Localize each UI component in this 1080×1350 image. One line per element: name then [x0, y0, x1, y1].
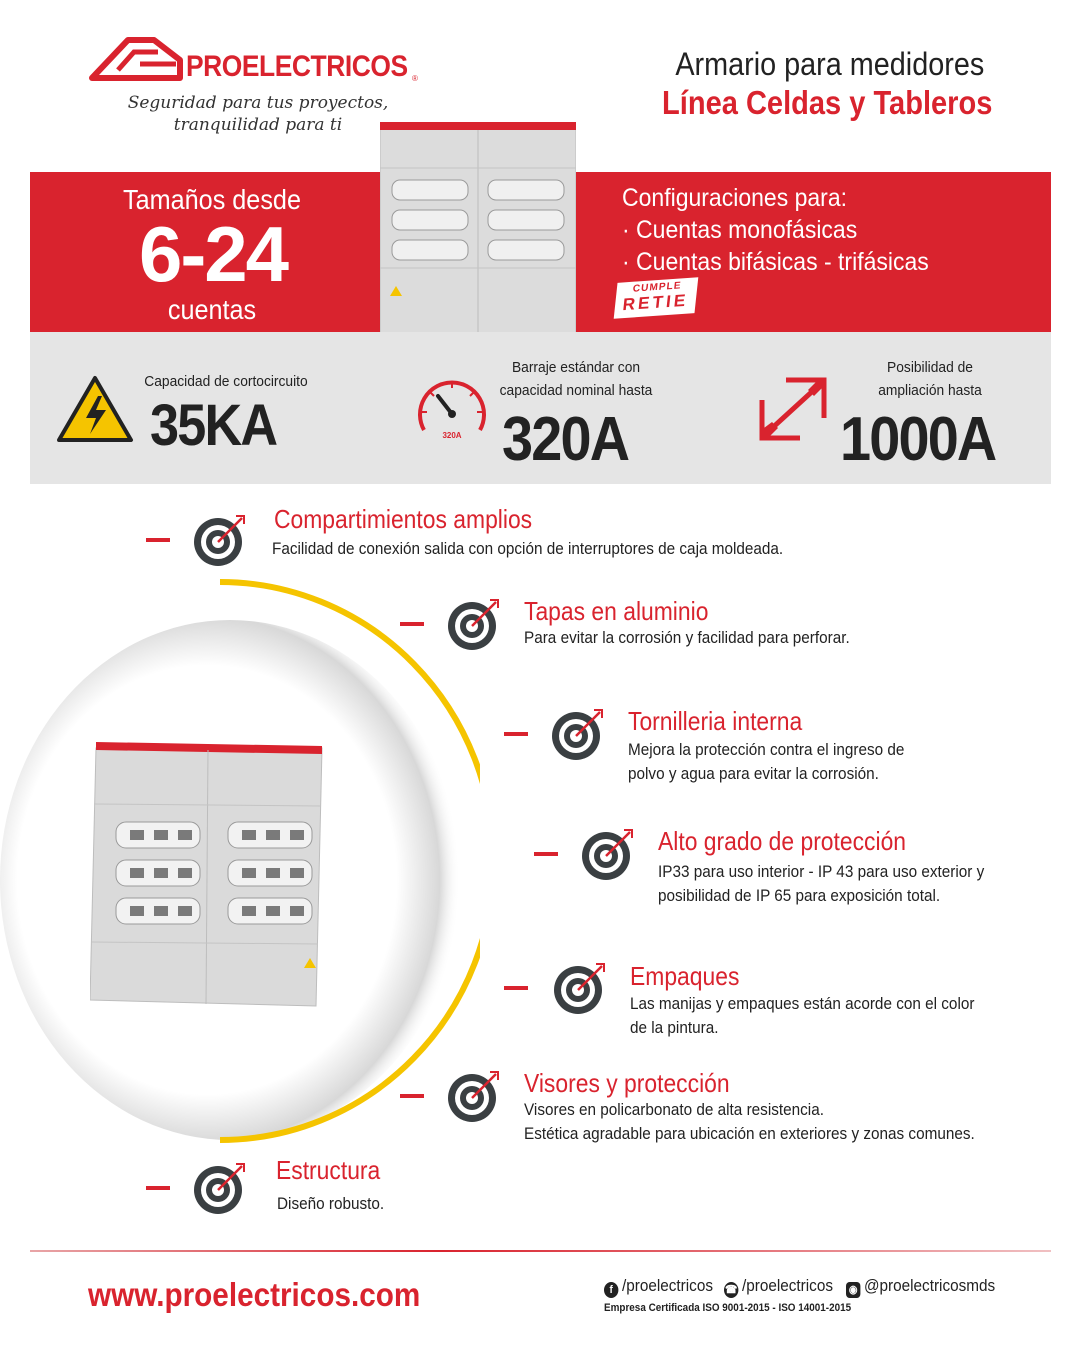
- stat-value: 320A: [502, 405, 629, 474]
- feature-dash: [534, 852, 558, 856]
- feature-desc: [630, 992, 990, 1040]
- facebook-handle: /proelectricos: [622, 1276, 713, 1295]
- feature-desc-line: IP33 para uso interior - IP 43 para uso exterior y: [658, 862, 985, 881]
- feature-desc: Para evitar la corrosión y facilidad para perforar.: [524, 628, 850, 647]
- feature-title: Visores y protección: [524, 1068, 730, 1098]
- stat-label-line: Posibilidad de: [887, 359, 973, 376]
- feature-desc-line: Las manijas y empaques están acorde con el color: [630, 994, 975, 1013]
- footer-divider: [30, 1250, 1051, 1252]
- feature-dash: [400, 1094, 424, 1098]
- feature-title: Empaques: [630, 961, 740, 991]
- stat-label: Capacidad de cortocircuito: [144, 373, 308, 390]
- feature-dash: [400, 622, 424, 626]
- website-link[interactable]: www.proelectricos.com: [88, 1276, 421, 1313]
- high-voltage-warning-icon: [56, 374, 134, 444]
- feature-title: Tornilleria interna: [628, 706, 803, 736]
- brand-name: PROELECTRICOS: [186, 50, 408, 83]
- stat-value: 35KA: [150, 393, 277, 458]
- brand-block: [88, 30, 428, 140]
- configuration-item: · Cuentas monofásicas: [622, 216, 858, 244]
- facebook-link[interactable]: [604, 1276, 713, 1298]
- feature-dash: [504, 986, 528, 990]
- tagline-line-1: Seguridad para tus proyectos,: [127, 93, 389, 113]
- feature-dash: [146, 538, 170, 542]
- feature-desc-line: polvo y agua para evitar la corrosión.: [628, 764, 879, 783]
- tagline-line-2: tranquilidad para ti: [173, 115, 343, 135]
- retie-badge: [614, 277, 699, 318]
- feature-desc: Facilidad de conexión salida con opción de interruptores de caja moldeada.: [272, 539, 784, 558]
- certification-text: Empresa Certificada ISO 9001-2015 - ISO 14001-2015: [604, 1302, 852, 1314]
- target-icon: [192, 512, 248, 568]
- sizes-range: 6-24: [138, 210, 288, 298]
- feature-desc: [524, 1098, 992, 1146]
- whatsapp-icon: ☎: [725, 1284, 738, 1296]
- stat-label: [484, 356, 668, 402]
- feature-title: Compartimientos amplios: [274, 504, 533, 534]
- stat-label-line: Barraje estándar con: [511, 359, 641, 376]
- stat-label: [838, 356, 1022, 402]
- feature-desc: [628, 738, 988, 786]
- gauge-icon: [412, 372, 492, 446]
- feature-desc-line: Visores en policarbonato de alta resistencia.: [524, 1100, 824, 1119]
- whatsapp-handle: /proelectricos: [742, 1276, 833, 1295]
- proelectricos-logo-icon: [88, 30, 188, 86]
- target-icon: [192, 1160, 248, 1216]
- feature-title: Tapas en aluminio: [524, 596, 709, 626]
- feature-desc-line: Mejora la protección contra el ingreso de: [628, 740, 905, 759]
- facebook-icon: f: [604, 1282, 618, 1298]
- stat-value: 1000A: [840, 405, 996, 474]
- feature-desc-line: posibilidad de IP 65 para exposición total.: [658, 886, 941, 905]
- registered-mark: ®: [412, 74, 418, 83]
- cabinet-image-main: [90, 742, 330, 1012]
- sizes-prefix: Tamaños desde: [123, 184, 301, 215]
- configurations-heading: Configuraciones para:: [622, 184, 848, 212]
- feature-title: Estructura: [276, 1155, 381, 1185]
- target-icon: [552, 960, 608, 1016]
- configurations-list: [622, 182, 929, 278]
- instagram-handle: @proelectricosmds: [864, 1276, 996, 1295]
- feature-desc: [658, 860, 1018, 908]
- configuration-item: · Cuentas bifásicas - trifásicas: [622, 248, 929, 276]
- target-icon: [580, 826, 636, 882]
- feature-desc: Diseño robusto.: [277, 1194, 385, 1213]
- cabinet-image-top: [380, 118, 576, 340]
- feature-title: Alto grado de protección: [658, 826, 907, 856]
- product-title: Armario para medidores: [675, 46, 984, 82]
- retie-badge-main: RETIE: [621, 290, 690, 315]
- sizes-suffix: cuentas: [167, 294, 257, 325]
- target-icon: [446, 1068, 502, 1124]
- whatsapp-link[interactable]: [724, 1276, 833, 1298]
- feature-desc-line: de la pintura.: [630, 1018, 719, 1037]
- retie-badge-top: CUMPLE: [632, 280, 683, 295]
- expand-arrows-icon: [756, 374, 830, 444]
- product-line: Línea Celdas y Tableros: [661, 84, 992, 121]
- stat-label-line: capacidad nominal hasta: [499, 382, 653, 399]
- instagram-link[interactable]: [846, 1276, 995, 1298]
- instagram-icon: ◉: [846, 1282, 860, 1298]
- target-icon: [446, 596, 502, 652]
- target-icon: [550, 706, 606, 762]
- feature-dash: [504, 732, 528, 736]
- gauge-label: 320A: [442, 431, 462, 440]
- tagline: [118, 92, 398, 136]
- feature-desc-line: Estética agradable para ubicación en exteriores y zonas comunes.: [524, 1124, 975, 1143]
- feature-dash: [146, 1186, 170, 1190]
- stat-label-line: ampliación hasta: [878, 382, 982, 399]
